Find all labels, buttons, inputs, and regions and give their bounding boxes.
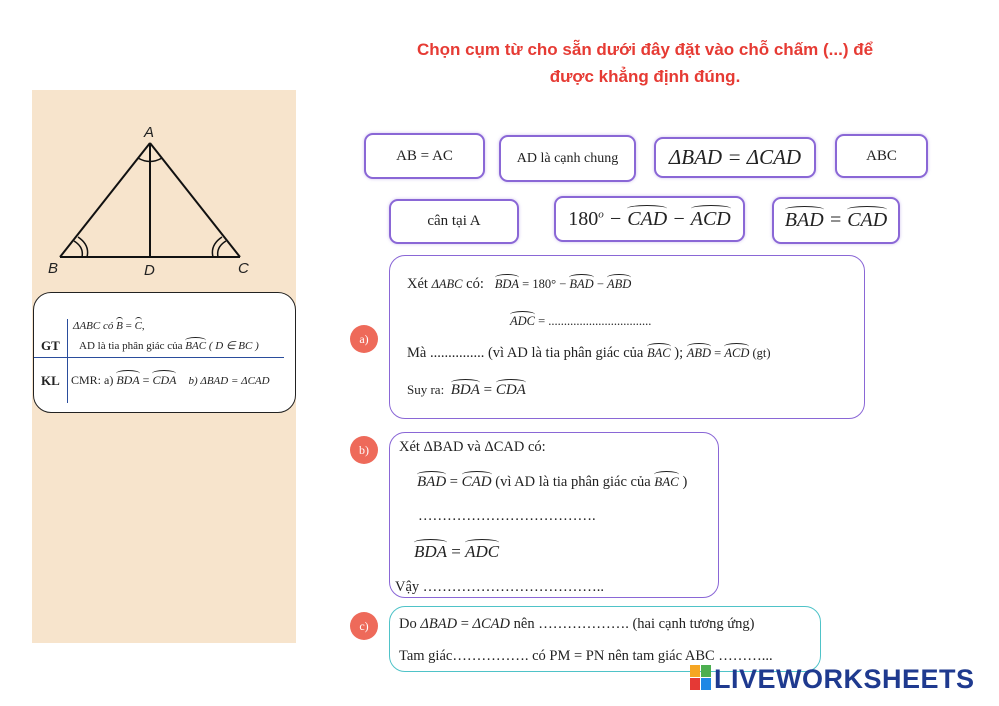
given-conclusion-box bbox=[33, 292, 296, 413]
part-c-box bbox=[389, 606, 821, 672]
drop-slot-c2[interactable]: Tam giác……………. có PM = PN nên tam giác ABC ………... bbox=[399, 648, 773, 664]
side-ab bbox=[60, 143, 150, 257]
part-b-line-4: BDA = ADC bbox=[414, 542, 500, 561]
drop-slot-a1[interactable]: = ................................. bbox=[535, 314, 652, 328]
drop-slot-b2[interactable]: Vậy ……………………………….. bbox=[395, 579, 605, 595]
side-ac bbox=[150, 143, 240, 257]
triangle-figure bbox=[32, 115, 296, 285]
chip-abc[interactable]: ABC bbox=[835, 134, 928, 178]
part-a-line-2: ADC = ................................. bbox=[510, 314, 652, 328]
brand-name: LIVEWORKSHEETS bbox=[714, 664, 975, 694]
liveworksheets-mark-icon bbox=[690, 665, 712, 691]
title-line-1: Chọn cụm từ cho sẵn dưới đây đặt vào chỗ chấm (...) để bbox=[416, 40, 874, 59]
instruction-title bbox=[350, 36, 940, 90]
angle-mark-c1 bbox=[218, 241, 226, 257]
liveworksheets-logo bbox=[690, 664, 975, 695]
part-a-line-1: Xét ΔABC có: BDA = 180° − BAD − ABD bbox=[407, 276, 632, 292]
part-b-line-2: BAD = CAD (vì AD là tia phân giác của BAC ) bbox=[417, 474, 688, 490]
part-a-line-4: Suy ra: BDA = CDA bbox=[407, 382, 526, 398]
drop-slot-c1[interactable]: nên ………………. (hai cạnh tương ứng) bbox=[510, 616, 755, 632]
chip-ad-common-side[interactable]: AD là cạnh chung bbox=[499, 135, 636, 182]
chip-isosceles-at-a[interactable]: cân tại A bbox=[389, 199, 519, 244]
label-a: A bbox=[144, 124, 155, 141]
badge-part-b: b) bbox=[350, 436, 378, 464]
gt-line2: AD là tia phân giác của BAC ( D ∈ BC ) bbox=[79, 340, 259, 352]
label-c: C bbox=[238, 260, 249, 277]
kl-line: CMR: a) BDA = CDA b) ΔBAD = ΔCAD bbox=[71, 373, 270, 387]
gt-horizontal-rule bbox=[34, 357, 284, 358]
title-line-2: được khẳng định đúng. bbox=[549, 67, 741, 86]
gt-label: GT bbox=[41, 338, 60, 353]
gt-line1: ΔABC có B = C, bbox=[73, 320, 145, 332]
chip-angle-equality[interactable]: BAD = CAD bbox=[772, 197, 900, 244]
badge-part-c: c) bbox=[350, 612, 378, 640]
label-d: D bbox=[144, 262, 155, 279]
gt-vertical-rule bbox=[67, 319, 68, 403]
chip-ab-equals-ac[interactable]: AB = AC bbox=[364, 133, 485, 179]
drop-slot-b1[interactable]: ………………………………. bbox=[418, 508, 596, 524]
drop-slot-a2[interactable]: Mà ............... (vì AD là tia phân giác của bbox=[407, 345, 647, 361]
part-a-line-3: Mà ............... (vì AD là tia phân giác của BAC ); ABD = ACD (gt) bbox=[407, 345, 771, 361]
kl-label: KL bbox=[41, 373, 60, 388]
label-b: B bbox=[48, 260, 59, 277]
part-c-line-1: Do ΔBAD = ΔCAD nên ………………. (hai cạnh tương ứng) bbox=[399, 616, 755, 632]
part-a-box bbox=[389, 255, 865, 419]
chip-angle-difference[interactable]: $180^o$ − CAD − ACD bbox=[554, 196, 745, 242]
chip-triangle-congruence[interactable]: ΔBAD = ΔCAD bbox=[654, 137, 816, 178]
part-b-line-1: Xét ΔBAD và ΔCAD có: bbox=[399, 439, 546, 455]
badge-part-a: a) bbox=[350, 325, 378, 353]
angle-mark-b1 bbox=[74, 241, 82, 257]
part-b-box bbox=[389, 432, 719, 598]
